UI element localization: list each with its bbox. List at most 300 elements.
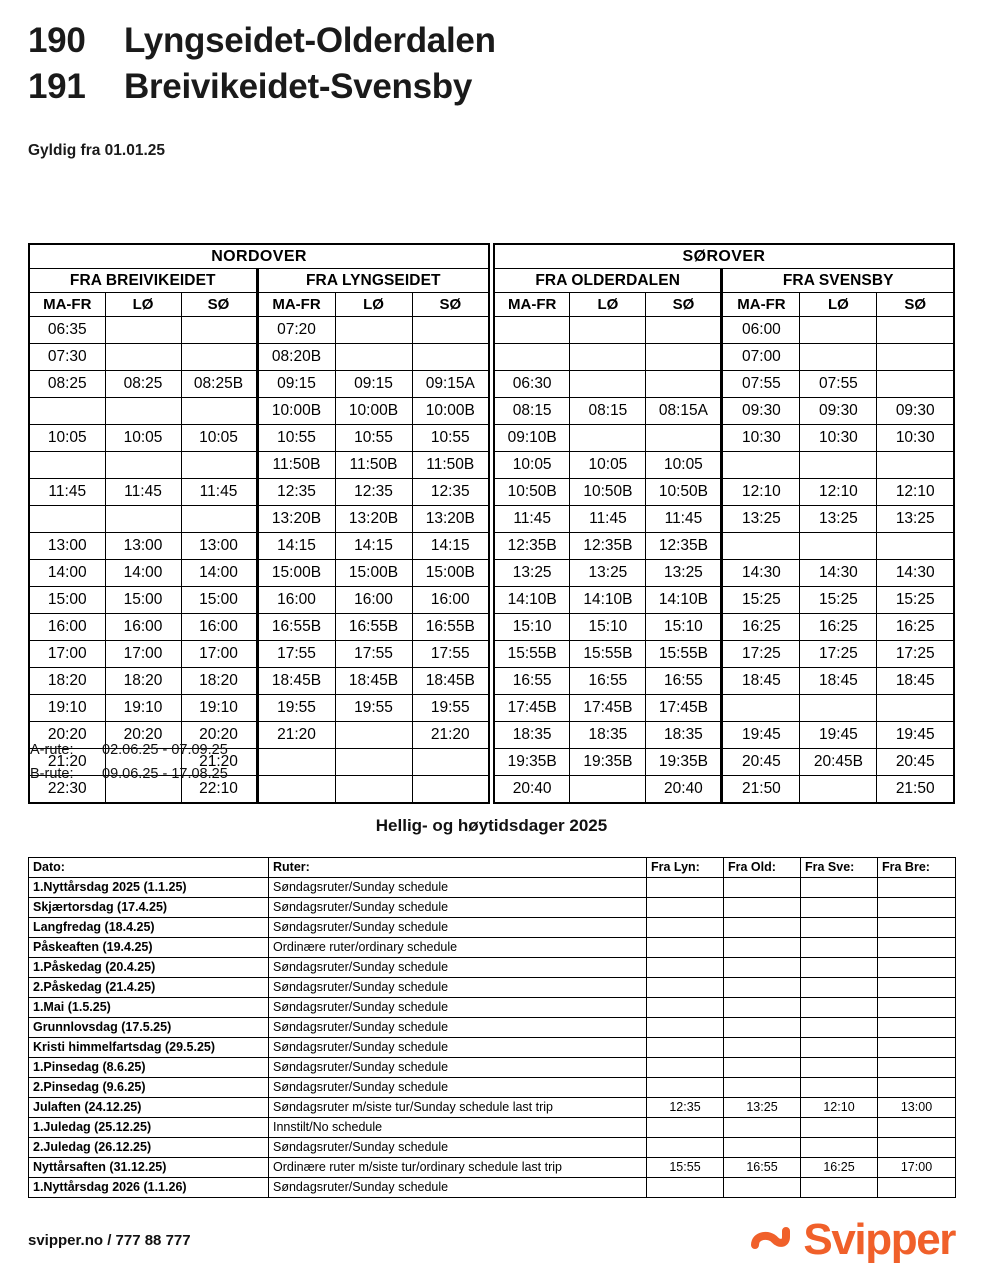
departure-time-cell: 16:55: [570, 668, 646, 695]
holiday-sve-cell: [801, 1018, 878, 1038]
holiday-ruter-cell: Ordinære ruter/ordinary schedule: [269, 938, 647, 958]
departure-time-cell: 14:30: [877, 560, 954, 587]
departure-time-cell: 16:00: [181, 614, 257, 641]
departure-time-cell: 18:35: [646, 722, 722, 749]
departure-time-cell: 16:00: [105, 614, 181, 641]
departure-time-cell: 13:20B: [335, 506, 412, 533]
departure-time-cell: 11:50B: [335, 452, 412, 479]
empty-cell: [257, 776, 335, 804]
table-row: [29, 425, 489, 452]
empty-cell: [29, 398, 105, 425]
departure-time-cell: 15:00: [105, 587, 181, 614]
table-row: [29, 1118, 956, 1138]
departure-time-cell: 10:30: [800, 425, 877, 452]
departure-time-cell: 18:45: [877, 668, 954, 695]
table-row: [29, 918, 956, 938]
holiday-lyn-cell: [647, 1058, 724, 1078]
departure-time-cell: 18:45B: [335, 668, 412, 695]
holiday-sve-cell: 12:10: [801, 1098, 878, 1118]
departure-time-cell: 12:10: [800, 479, 877, 506]
table-row: [29, 958, 956, 978]
table-row: [494, 722, 954, 749]
empty-cell: [570, 371, 646, 398]
departure-time-cell: 20:45: [877, 749, 954, 776]
holiday-ruter-cell: Ordinære ruter m/siste tur/ordinary schedule last trip: [269, 1158, 647, 1178]
departure-time-cell: 08:25: [29, 371, 105, 398]
departure-time-cell: 14:10B: [646, 587, 722, 614]
departure-time-cell: 19:45: [722, 722, 800, 749]
table-row: [29, 506, 489, 533]
table-row: [29, 641, 489, 668]
departure-time-cell: 14:00: [181, 560, 257, 587]
departure-time-cell: 16:55: [494, 668, 570, 695]
departure-time-cell: 13:20B: [257, 506, 335, 533]
holiday-sve-cell: [801, 978, 878, 998]
departure-time-cell: 17:55: [335, 641, 412, 668]
departure-time-cell: 17:25: [722, 641, 800, 668]
holiday-ruter-cell: Søndagsruter/Sunday schedule: [269, 1138, 647, 1158]
route-name-190: Lyngseidet-Olderdalen: [124, 21, 496, 60]
departure-time-cell: 07:20: [257, 317, 335, 344]
holiday-date-cell: Julaften (24.12.25): [29, 1098, 269, 1118]
departure-time-cell: 18:45: [722, 668, 800, 695]
holiday-old-cell: [724, 1078, 801, 1098]
empty-cell: [877, 317, 954, 344]
table-row: [29, 998, 956, 1018]
departure-time-cell: 16:00: [29, 614, 105, 641]
departure-time-cell: 08:25: [105, 371, 181, 398]
daycol-header: SØ: [181, 293, 257, 317]
empty-cell: [722, 452, 800, 479]
departure-time-cell: 15:00B: [257, 560, 335, 587]
empty-cell: [800, 317, 877, 344]
holiday-bre-cell: [878, 1178, 956, 1198]
holiday-lyn-cell: [647, 918, 724, 938]
departure-time-cell: 22:30: [29, 776, 105, 804]
departure-time-cell: 13:25: [877, 506, 954, 533]
departure-time-cell: 11:50B: [257, 452, 335, 479]
departure-time-cell: 12:35B: [646, 533, 722, 560]
departure-time-cell: 22:10: [181, 776, 257, 804]
departure-time-cell: 09:30: [877, 398, 954, 425]
departure-time-cell: 15:25: [877, 587, 954, 614]
holiday-sve-cell: [801, 898, 878, 918]
departure-time-cell: 20:20: [29, 722, 105, 749]
departure-time-cell: 18:35: [494, 722, 570, 749]
empty-cell: [494, 317, 570, 344]
holiday-ruter-cell: Søndagsruter/Sunday schedule: [269, 1078, 647, 1098]
departure-time-cell: 09:15: [335, 371, 412, 398]
holiday-sve-cell: [801, 1038, 878, 1058]
departure-time-cell: 16:25: [877, 614, 954, 641]
table-row: [29, 898, 956, 918]
daycol-header: MA-FR: [257, 293, 335, 317]
departure-time-cell: 09:30: [800, 398, 877, 425]
holiday-sve-cell: [801, 938, 878, 958]
departure-time-cell: 09:30: [722, 398, 800, 425]
table-row: [494, 398, 954, 425]
table-row: [494, 425, 954, 452]
departure-time-cell: 11:45: [181, 479, 257, 506]
departure-time-cell: 13:25: [722, 506, 800, 533]
empty-cell: [800, 344, 877, 371]
holiday-sve-cell: [801, 1178, 878, 1198]
route-period-notes: [30, 738, 228, 786]
departure-time-cell: 10:55: [257, 425, 335, 452]
table-row: [29, 560, 489, 587]
departure-time-cell: 14:00: [105, 560, 181, 587]
empty-cell: [877, 371, 954, 398]
holiday-bre-cell: [878, 1038, 956, 1058]
empty-cell: [335, 317, 412, 344]
daycol-header: MA-FR: [722, 293, 800, 317]
daycol-header: SØ: [646, 293, 722, 317]
holiday-bre-cell: [878, 938, 956, 958]
holiday-section-title: Hellig- og høytidsdager 2025: [375, 816, 608, 835]
holiday-date-cell: Skjærtorsdag (17.4.25): [29, 898, 269, 918]
departure-time-cell: 08:15A: [646, 398, 722, 425]
table-row: [29, 1058, 956, 1078]
departure-time-cell: 21:50: [722, 776, 800, 804]
holiday-col-fra-old: Fra Old:: [724, 858, 801, 878]
holiday-ruter-cell: Søndagsruter/Sunday schedule: [269, 918, 647, 938]
departure-time-cell: 13:25: [494, 560, 570, 587]
empty-cell: [257, 749, 335, 776]
holiday-lyn-cell: 12:35: [647, 1098, 724, 1118]
table-row: [29, 344, 489, 371]
table-row: [29, 1078, 956, 1098]
holiday-old-cell: [724, 1038, 801, 1058]
holiday-sve-cell: [801, 998, 878, 1018]
holiday-lyn-cell: [647, 1078, 724, 1098]
departure-time-cell: 17:55: [412, 641, 489, 668]
daycol-header: MA-FR: [29, 293, 105, 317]
holiday-date-cell: Kristi himmelfartsdag (29.5.25): [29, 1038, 269, 1058]
table-row: [494, 479, 954, 506]
empty-cell: [412, 776, 489, 804]
departure-time-cell: 10:05: [646, 452, 722, 479]
holiday-table: [28, 857, 956, 1198]
departure-time-cell: 14:00: [29, 560, 105, 587]
departure-time-cell: 10:05: [570, 452, 646, 479]
table-row: [29, 1138, 956, 1158]
holiday-col-fra-lyn: Fra Lyn:: [647, 858, 724, 878]
table-row: [494, 244, 954, 269]
group-header-olderdalen: FRA OLDERDALEN: [494, 269, 722, 293]
route-heading-190: [28, 18, 955, 64]
group-header-svensby: FRA SVENSBY: [722, 269, 954, 293]
holiday-date-cell: 2.Påskedag (21.4.25): [29, 978, 269, 998]
holiday-old-cell: [724, 1018, 801, 1038]
departure-time-cell: 12:35B: [494, 533, 570, 560]
table-row: [29, 1158, 956, 1178]
departure-time-cell: 13:25: [570, 560, 646, 587]
daycol-header: LØ: [335, 293, 412, 317]
holiday-bre-cell: [878, 1018, 956, 1038]
holiday-date-cell: 2.Pinsedag (9.6.25): [29, 1078, 269, 1098]
route-heading-191: [28, 64, 955, 110]
departure-time-cell: 21:20: [181, 749, 257, 776]
holiday-ruter-cell: Søndagsruter/Sunday schedule: [269, 998, 647, 1018]
empty-cell: [181, 317, 257, 344]
table-row: [494, 776, 954, 804]
table-row: [29, 858, 956, 878]
departure-time-cell: 19:10: [181, 695, 257, 722]
timetables-container: [28, 243, 955, 804]
holiday-bre-cell: [878, 1118, 956, 1138]
departure-time-cell: 14:30: [722, 560, 800, 587]
holiday-bre-cell: [878, 958, 956, 978]
route-note-a: [30, 738, 228, 762]
holiday-old-cell: [724, 1138, 801, 1158]
table-row: [29, 479, 489, 506]
holiday-lyn-cell: [647, 998, 724, 1018]
page-footer: [28, 1215, 955, 1264]
table-row: [29, 293, 489, 317]
empty-cell: [570, 344, 646, 371]
empty-cell: [800, 452, 877, 479]
table-row: [29, 269, 489, 293]
holiday-lyn-cell: [647, 1178, 724, 1198]
departure-time-cell: 15:55B: [646, 641, 722, 668]
table-row: [494, 452, 954, 479]
empty-cell: [800, 695, 877, 722]
departure-time-cell: 11:45: [570, 506, 646, 533]
empty-cell: [877, 344, 954, 371]
timetable-body-nordover: [29, 317, 489, 804]
departure-time-cell: 12:35B: [570, 533, 646, 560]
holiday-bre-cell: [878, 998, 956, 1018]
departure-time-cell: 18:35: [570, 722, 646, 749]
departure-time-cell: 08:20B: [257, 344, 335, 371]
departure-time-cell: 20:20: [105, 722, 181, 749]
departure-time-cell: 13:00: [181, 533, 257, 560]
empty-cell: [105, 506, 181, 533]
departure-time-cell: 19:10: [105, 695, 181, 722]
table-row: [494, 668, 954, 695]
holiday-col-fra-bre: Fra Bre:: [878, 858, 956, 878]
departure-time-cell: 16:00: [257, 587, 335, 614]
holiday-ruter-cell: Innstilt/No schedule: [269, 1118, 647, 1138]
holiday-date-cell: 2.Juledag (26.12.25): [29, 1138, 269, 1158]
holiday-date-cell: Nyttårsaften (31.12.25): [29, 1158, 269, 1178]
departure-time-cell: 18:45B: [257, 668, 335, 695]
departure-time-cell: 10:30: [877, 425, 954, 452]
empty-cell: [646, 344, 722, 371]
group-header-lyngseidet: FRA LYNGSEIDET: [257, 269, 489, 293]
holiday-ruter-cell: Søndagsruter/Sunday schedule: [269, 878, 647, 898]
holiday-old-cell: [724, 958, 801, 978]
holiday-table-container: [28, 857, 955, 1198]
departure-time-cell: 16:00: [335, 587, 412, 614]
departure-time-cell: 11:50B: [412, 452, 489, 479]
departure-time-cell: 07:30: [29, 344, 105, 371]
departure-time-cell: 20:40: [646, 776, 722, 804]
holiday-old-cell: [724, 978, 801, 998]
departure-time-cell: 12:35: [335, 479, 412, 506]
holiday-date-cell: Langfredag (18.4.25): [29, 918, 269, 938]
table-row: [494, 587, 954, 614]
empty-cell: [181, 398, 257, 425]
departure-time-cell: 15:25: [722, 587, 800, 614]
empty-cell: [105, 452, 181, 479]
departure-time-cell: 10:55: [335, 425, 412, 452]
departure-time-cell: 19:55: [412, 695, 489, 722]
table-row: [29, 1178, 956, 1198]
departure-time-cell: 18:20: [181, 668, 257, 695]
holiday-old-cell: [724, 878, 801, 898]
departure-time-cell: 14:15: [335, 533, 412, 560]
departure-time-cell: 20:45B: [800, 749, 877, 776]
departure-time-cell: 17:00: [105, 641, 181, 668]
holiday-old-cell: [724, 1058, 801, 1078]
empty-cell: [335, 776, 412, 804]
route-note-a-period: 02.06.25 - 07.09.25: [102, 742, 228, 758]
departure-time-cell: 11:45: [29, 479, 105, 506]
empty-cell: [646, 425, 722, 452]
holiday-date-cell: 1.Nyttårsdag 2026 (1.1.26): [29, 1178, 269, 1198]
departure-time-cell: 16:25: [800, 614, 877, 641]
empty-cell: [335, 722, 412, 749]
departure-time-cell: 19:45: [877, 722, 954, 749]
empty-cell: [29, 452, 105, 479]
departure-time-cell: 07:00: [722, 344, 800, 371]
route-note-b-label: B-rute:: [30, 766, 74, 782]
empty-cell: [105, 344, 181, 371]
departure-time-cell: 20:40: [494, 776, 570, 804]
holiday-bre-cell: [878, 1058, 956, 1078]
holiday-bre-cell: [878, 1078, 956, 1098]
departure-time-cell: 19:35B: [570, 749, 646, 776]
departure-time-cell: 17:25: [877, 641, 954, 668]
departure-time-cell: 21:20: [257, 722, 335, 749]
departure-time-cell: 15:55B: [494, 641, 570, 668]
departure-time-cell: 16:55B: [257, 614, 335, 641]
table-row: [494, 695, 954, 722]
holiday-ruter-cell: Søndagsruter/Sunday schedule: [269, 1178, 647, 1198]
departure-time-cell: 16:55: [646, 668, 722, 695]
holiday-lyn-cell: [647, 1138, 724, 1158]
departure-time-cell: 11:45: [105, 479, 181, 506]
empty-cell: [800, 776, 877, 804]
departure-time-cell: 16:25: [722, 614, 800, 641]
empty-cell: [722, 533, 800, 560]
departure-time-cell: 13:00: [105, 533, 181, 560]
departure-time-cell: 15:00: [29, 587, 105, 614]
departure-time-cell: 10:50B: [570, 479, 646, 506]
table-row: [29, 668, 489, 695]
holiday-old-cell: 16:55: [724, 1158, 801, 1178]
table-row: [29, 533, 489, 560]
departure-time-cell: 06:35: [29, 317, 105, 344]
empty-cell: [105, 398, 181, 425]
departure-time-cell: 17:00: [29, 641, 105, 668]
departure-time-cell: 19:55: [257, 695, 335, 722]
holiday-old-cell: [724, 998, 801, 1018]
departure-time-cell: 20:45: [722, 749, 800, 776]
departure-time-cell: 15:10: [646, 614, 722, 641]
empty-cell: [877, 533, 954, 560]
departure-time-cell: 11:45: [494, 506, 570, 533]
departure-time-cell: 17:45B: [494, 695, 570, 722]
empty-cell: [181, 344, 257, 371]
holiday-date-cell: 1.Påskedag (20.4.25): [29, 958, 269, 978]
empty-cell: [181, 506, 257, 533]
empty-cell: [570, 425, 646, 452]
empty-cell: [335, 749, 412, 776]
departure-time-cell: 09:15: [257, 371, 335, 398]
departure-time-cell: 13:25: [646, 560, 722, 587]
table-row: [29, 371, 489, 398]
route-name-191: Breivikeidet-Svensby: [124, 67, 473, 106]
daycol-header: LØ: [570, 293, 646, 317]
holiday-col-ruter: Ruter:: [269, 858, 647, 878]
departure-time-cell: 14:10B: [570, 587, 646, 614]
table-row: [29, 1098, 956, 1118]
holiday-bre-cell: [878, 918, 956, 938]
holiday-lyn-cell: 15:55: [647, 1158, 724, 1178]
empty-cell: [181, 452, 257, 479]
departure-time-cell: 21:20: [29, 749, 105, 776]
holiday-bre-cell: [878, 1138, 956, 1158]
holiday-date-cell: 1.Pinsedag (8.6.25): [29, 1058, 269, 1078]
empty-cell: [29, 506, 105, 533]
empty-cell: [412, 749, 489, 776]
departure-time-cell: 18:20: [29, 668, 105, 695]
holiday-col-fra-sve: Fra Sve:: [801, 858, 878, 878]
departure-time-cell: 10:30: [722, 425, 800, 452]
table-row: [29, 452, 489, 479]
table-row: [29, 317, 489, 344]
table-row: [29, 614, 489, 641]
departure-time-cell: 10:05: [105, 425, 181, 452]
holiday-col-dato: Dato:: [29, 858, 269, 878]
direction-title-nordover: NORDOVER: [29, 244, 489, 269]
departure-time-cell: 19:35B: [494, 749, 570, 776]
empty-cell: [412, 317, 489, 344]
departure-time-cell: 17:45B: [646, 695, 722, 722]
departure-time-cell: 16:00: [412, 587, 489, 614]
holiday-ruter-cell: Søndagsruter m/siste tur/Sunday schedule last trip: [269, 1098, 647, 1118]
departure-time-cell: 14:10B: [494, 587, 570, 614]
empty-cell: [494, 344, 570, 371]
departure-time-cell: 15:00: [181, 587, 257, 614]
holiday-lyn-cell: [647, 1118, 724, 1138]
table-row: [29, 938, 956, 958]
departure-time-cell: 08:15: [570, 398, 646, 425]
holiday-bre-cell: 17:00: [878, 1158, 956, 1178]
departure-time-cell: 10:05: [181, 425, 257, 452]
footer-contact: svipper.no / 777 88 777: [28, 1231, 191, 1249]
direction-title-sorover: SØROVER: [494, 244, 954, 269]
holiday-date-cell: 1.Mai (1.5.25): [29, 998, 269, 1018]
table-row: [494, 317, 954, 344]
holiday-bre-cell: [878, 978, 956, 998]
empty-cell: [646, 317, 722, 344]
departure-time-cell: 08:15: [494, 398, 570, 425]
daycol-header: LØ: [105, 293, 181, 317]
holiday-sve-cell: 16:25: [801, 1158, 878, 1178]
departure-time-cell: 14:15: [257, 533, 335, 560]
departure-time-cell: 10:00B: [257, 398, 335, 425]
departure-time-cell: 15:10: [494, 614, 570, 641]
holiday-date-cell: 1.Juledag (25.12.25): [29, 1118, 269, 1138]
holiday-date-cell: Påskeaften (19.4.25): [29, 938, 269, 958]
departure-time-cell: 11:45: [646, 506, 722, 533]
daycol-header: MA-FR: [494, 293, 570, 317]
table-row: [494, 614, 954, 641]
timetable-body-sorover: [494, 317, 954, 804]
